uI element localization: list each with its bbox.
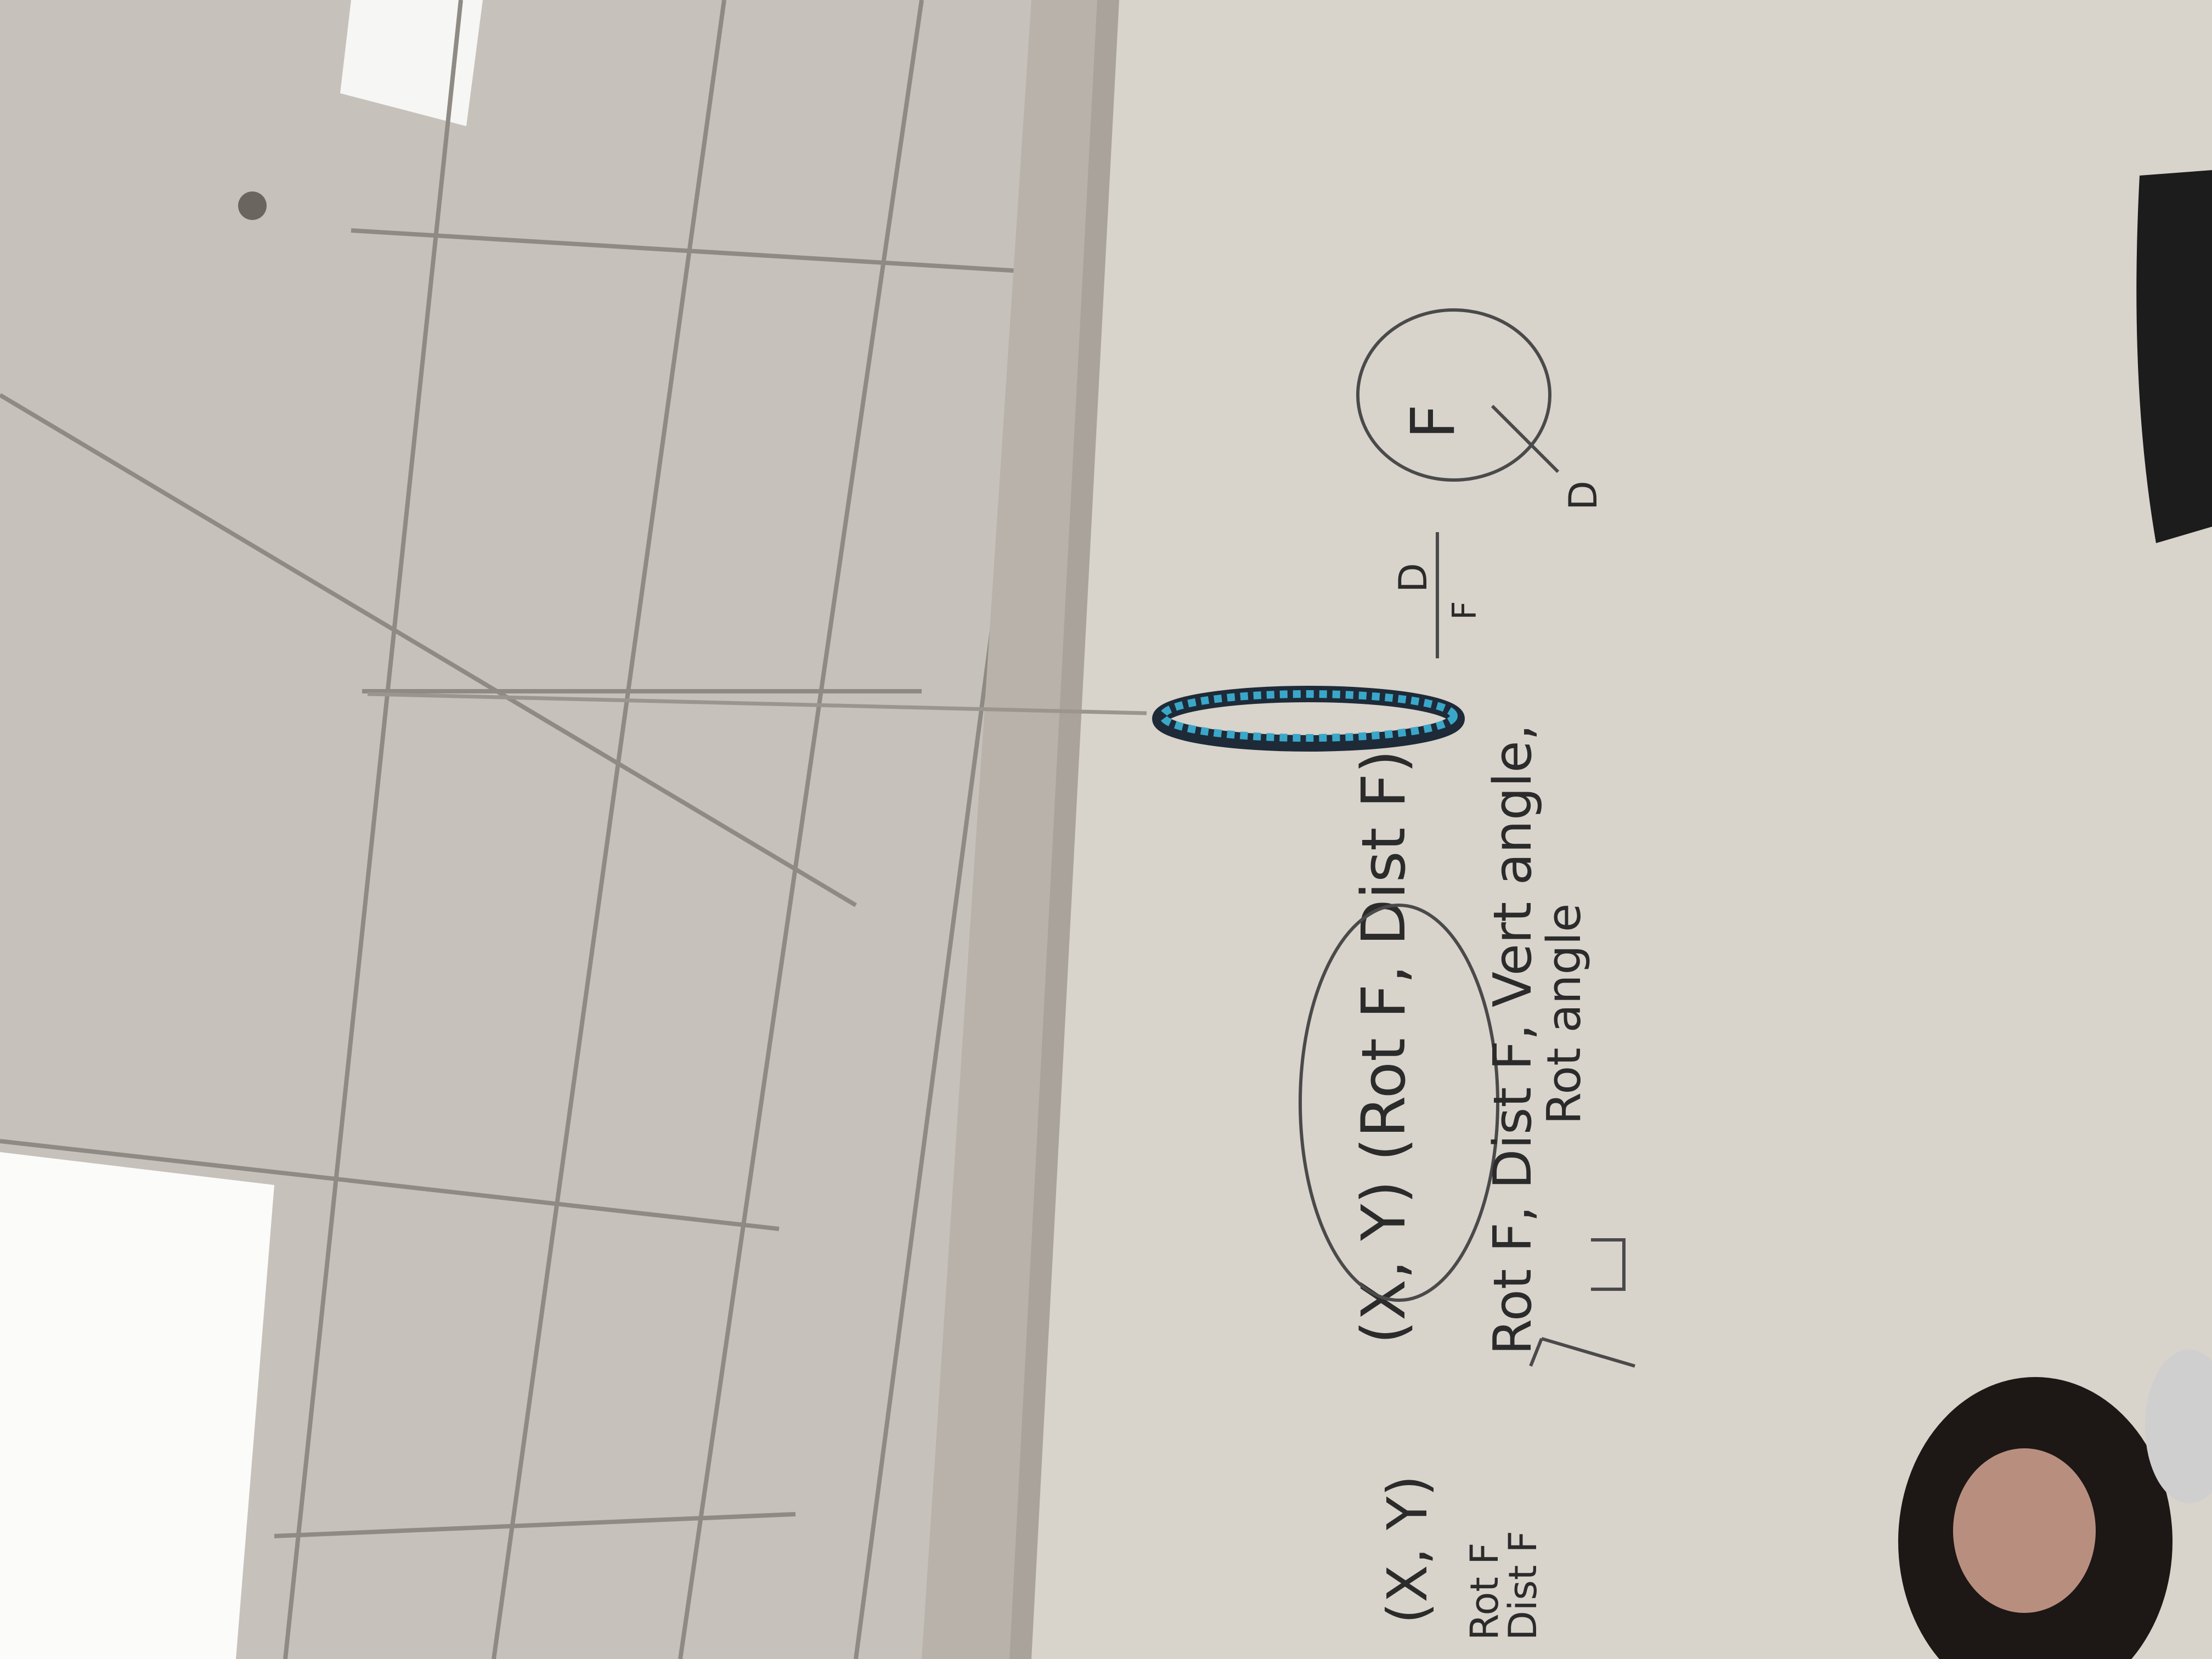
bottom-matrix-bottom: Dist F [1500,1531,1545,1640]
circle-label: F [1398,404,1468,439]
circle-tail-label: D [1561,481,1606,510]
ceiling-light-bottom [0,1152,274,1659]
sprinkler [238,191,267,220]
bottom-matrix-group-2 [1500,1531,1545,1640]
whiteboard-writing-group-1 [1348,750,1419,1344]
fraction-denominator: F [1446,601,1484,620]
circle-tail-group [1561,481,1606,510]
bottom-xy-group [1375,1475,1440,1624]
text-rot-angle: Rot angle [1537,903,1592,1125]
bottom-xy: (X, Y) [1375,1475,1440,1624]
circle-label-group [1398,404,1468,439]
fraction-label: D [1391,563,1436,592]
fraction-num-group [1391,563,1436,592]
chair [2136,170,2212,543]
whiteboard-writing-group-2 [1483,724,1543,1355]
text-xy-rotf: (X, Y) (Rot F, Dist F) [1348,749,1419,1344]
text-rot-dist-vert: Rot F, Dist F, Vert angle, [1483,724,1543,1355]
person-face [1953,1448,2096,1613]
bottom-matrix-top: Rot F [1462,1542,1507,1640]
whiteboard-writing-group-3 [1537,904,1592,1125]
fraction-den-group [1446,601,1484,620]
